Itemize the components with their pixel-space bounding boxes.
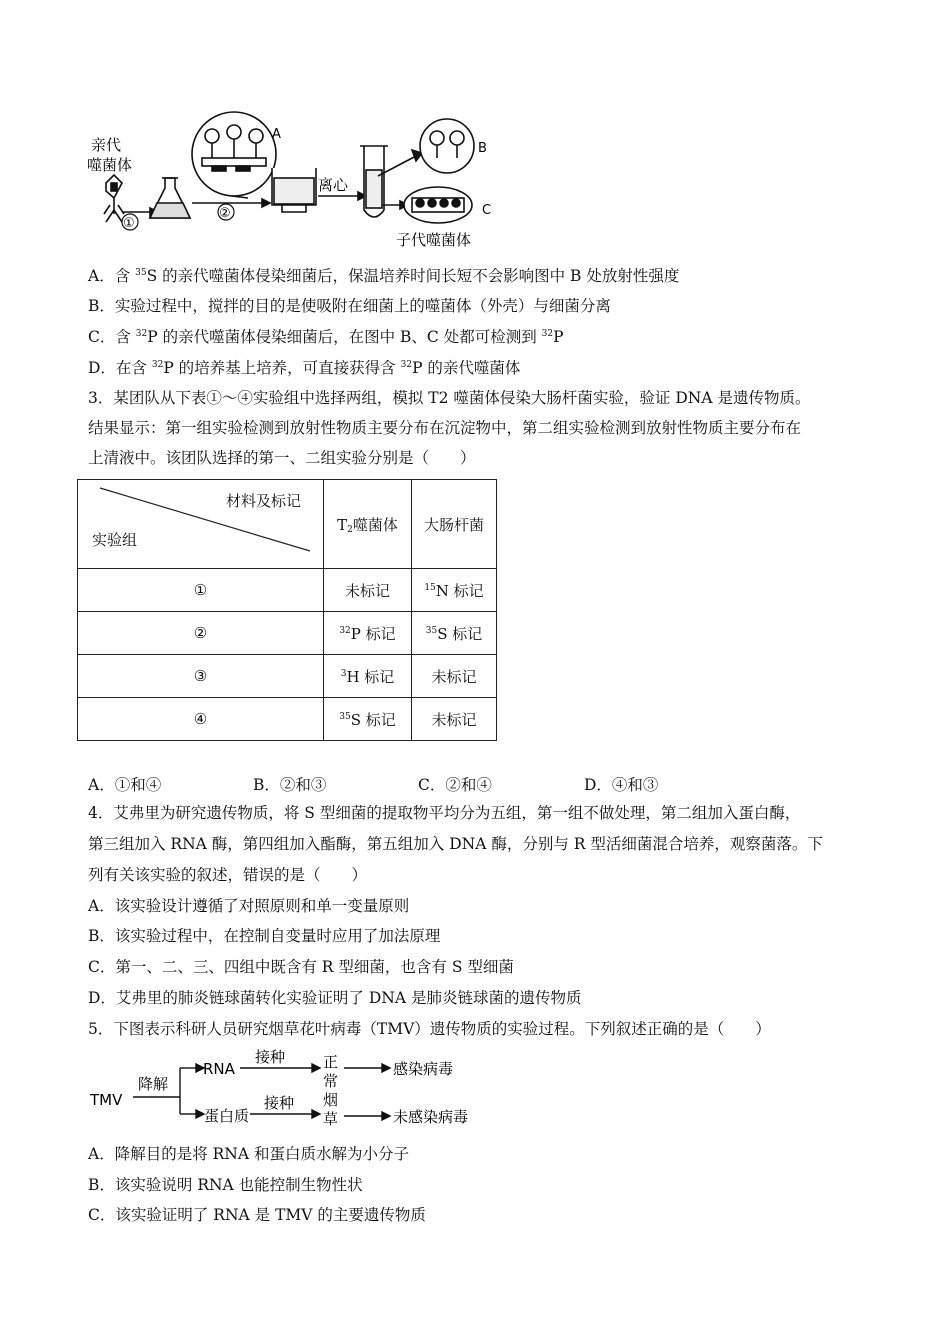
row-phage-label: 未标记 xyxy=(324,569,412,612)
q2-option-a: A．含 $^{35}$S 的亲代噬菌体侵染细菌后，保温培养时间长短不会影响图中 B 处放射性强度 xyxy=(88,267,680,285)
q3-stem-line-2: 结果显示：第一组实验检测到放射性物质主要分布在沉淀物中，第二组实验检测到放射性物质主要分布在 xyxy=(88,419,802,437)
supernatant-phage-icon xyxy=(420,119,474,173)
phage-experiment-figure xyxy=(0,0,950,260)
q5-stem-line-1: 5．下图表示科研人员研究烟草花叶病毒（TMV）遗传物质的实验过程。下列叙述正确的是（ ） xyxy=(88,1020,771,1038)
q3-choice-b: B．②和③ xyxy=(253,776,327,794)
table-header-diagonal-cell xyxy=(78,480,324,569)
parent-phage-icon xyxy=(104,175,124,222)
beaker-icon xyxy=(272,168,316,212)
fig5-tobacco-4: 草 xyxy=(323,1110,339,1128)
row-group: ③ xyxy=(78,655,324,698)
row-ecoli-label: $^{15}$N 标记 xyxy=(412,569,497,612)
q4-stem-line-3: 列有关该实验的叙述，错误的是（ ） xyxy=(88,866,368,884)
row-ecoli-label: $^{35}$S 标记 xyxy=(412,612,497,655)
q4-option-a: A．该实验设计遵循了对照原则和单一变量原则 xyxy=(88,897,410,915)
header-ecoli: 大肠杆菌 xyxy=(412,480,497,569)
q3-choice-a: A．①和④ xyxy=(88,776,162,794)
header-group-label: 实验组 xyxy=(92,531,138,549)
q3-choice-d: D．④和③ xyxy=(584,776,659,794)
fig1-parent-label-2: 噬菌体 xyxy=(87,156,133,174)
row-group: ② xyxy=(78,612,324,655)
q2-option-d: D．在含 $^{32}$P 的培养基上培养，可直接获得含 $^{32}$P 的亲代噬菌体 xyxy=(88,359,521,377)
fig5-protein: 蛋白质 xyxy=(204,1107,250,1125)
row-group: ① xyxy=(78,569,324,612)
row-ecoli-label: 未标记 xyxy=(412,698,497,741)
fig5-tobacco-1: 正 xyxy=(323,1053,339,1071)
fig1-centrifuge: 离心 xyxy=(318,176,349,194)
q5-option-b: B．该实验说明 RNA 也能控制生物性状 xyxy=(88,1176,363,1194)
q4-option-d: D．艾弗里的肺炎链球菌转化实验证明了 DNA 是肺炎链球菌的遗传物质 xyxy=(88,989,582,1007)
fig5-not-infected: 未感染病毒 xyxy=(393,1108,469,1126)
q3-stem-line-3: 上清液中。该团队选择的第一、二组实验分别是（ ） xyxy=(88,449,476,467)
table-row xyxy=(78,569,497,612)
fig5-tobacco-3: 烟 xyxy=(323,1091,339,1109)
fig1-label-b: B xyxy=(478,141,487,156)
fig1-step-1: ① xyxy=(123,216,135,231)
magnified-infection-icon xyxy=(192,112,276,196)
fig1-offspring-label: 子代噬菌体 xyxy=(396,231,472,249)
row-phage-label: $^3$H 标记 xyxy=(324,655,412,698)
fig5-rna: RNA xyxy=(203,1060,235,1078)
fig1-step-2: ② xyxy=(219,206,231,221)
header-materials-label: 材料及标记 xyxy=(225,492,301,510)
q4-stem-line-1: 4．艾弗里为研究遗传物质，将 S 型细菌的提取物平均分为五组，第一组不做处理，第二组加入蛋白酶， xyxy=(88,804,801,822)
fig5-inoculate-1: 接种 xyxy=(255,1048,286,1066)
q4-option-b: B．该实验过程中，在控制自变量时应用了加法原理 xyxy=(88,927,441,945)
test-tube-icon xyxy=(360,146,388,217)
tmv-flow-diagram xyxy=(0,1044,950,1134)
fig1-label-a: A xyxy=(272,127,281,142)
fig5-infected: 感染病毒 xyxy=(393,1060,454,1078)
q5-option-a: A．降解目的是将 RNA 和蛋白质水解为小分子 xyxy=(88,1145,409,1163)
fig5-degrade: 降解 xyxy=(138,1075,169,1093)
table-row xyxy=(78,655,497,698)
experiment-group-table xyxy=(77,479,497,741)
fig5-tmv: TMV xyxy=(90,1091,123,1109)
q4-stem-line-2: 第三组加入 RNA 酶，第四组加入酯酶，第五组加入 DNA 酶，分别与 R 型活细菌混合培养，观察菌落。下 xyxy=(88,835,823,853)
fig5-tobacco-2: 常 xyxy=(323,1072,339,1090)
fig5-inoculate-2: 接种 xyxy=(264,1094,295,1112)
row-ecoli-label: 未标记 xyxy=(412,655,497,698)
row-phage-label: $^{35}$S 标记 xyxy=(324,698,412,741)
header-phage: $T_2$噬菌体 xyxy=(324,480,412,569)
q3-stem-line-1: 3．某团队从下表①～④实验组中选择两组，模拟 T2 噬菌体侵染大肠杆菌实验，验证 DNA 是遗传物质。 xyxy=(88,389,811,407)
q2-option-b: B．实验过程中，搅拌的目的是使吸附在细菌上的噬菌体（外壳）与细菌分离 xyxy=(88,297,611,315)
fig1-parent-label-1: 亲代 xyxy=(91,136,122,154)
q4-option-c: C．第一、二、三、四组中既含有 R 型细菌，也含有 S 型细菌 xyxy=(88,958,514,976)
offspring-phage-icon xyxy=(404,187,472,223)
q3-choice-c: C．②和④ xyxy=(418,776,492,794)
fig1-label-c: C xyxy=(482,203,492,218)
q5-option-c: C．该实验证明了 RNA 是 TMV 的主要遗传物质 xyxy=(88,1206,426,1224)
table-row xyxy=(78,698,497,741)
row-phage-label: $^{32}$P 标记 xyxy=(324,612,412,655)
row-group: ④ xyxy=(78,698,324,741)
q2-option-c: C．含 $^{32}$P 的亲代噬菌体侵染细菌后，在图中 B、C 处都可检测到 $^{32}$P xyxy=(88,328,564,346)
culture-flask-icon xyxy=(150,178,190,218)
table-row xyxy=(78,612,497,655)
